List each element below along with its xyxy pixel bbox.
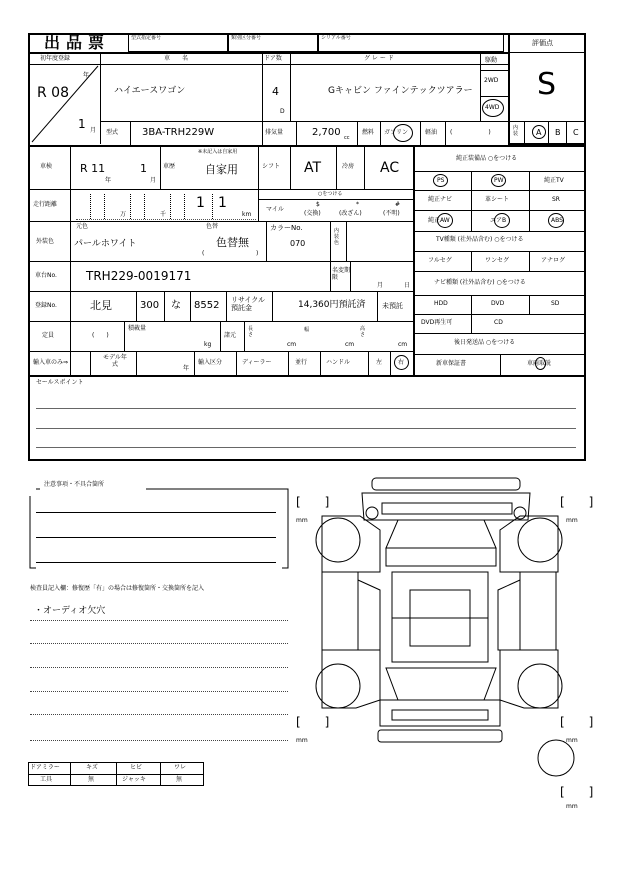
load-kg: kg [204,341,212,348]
mileage-sen: 千 [160,211,167,218]
color-no-label: カラーNo. [270,224,303,232]
original-color-label: 元色 [76,223,89,230]
mileage-tampered-txt: (改ざん) [339,210,362,217]
tv-type-title: TV種類 (社外品含む) ○をつける [436,236,524,243]
interior-a: A [536,128,542,137]
equipment-pw: PW [494,177,504,184]
tv-analog: アナログ [541,257,566,264]
dims-height-cm: cm [398,341,408,348]
fuel-paren: ( ) [450,129,491,136]
plate-number: 8552 [194,300,220,311]
equipment-ps: PS [437,177,445,184]
navi-dvd: DVD [491,300,505,307]
hyoka-value: S [537,67,557,102]
recycle-unpaid: 未預託 [382,302,403,310]
first-reg-value: R 08 [37,85,69,101]
model-year-unit: 年 [183,365,190,372]
navi-type-title: ナビ種類 (社外品含む) ○をつける [434,279,526,286]
fuel-label: 燃料 [362,129,375,136]
fuel-diesel: 軽油 [425,129,438,136]
interior-c: C [573,128,579,137]
mileage-digit1: 1 [196,195,205,211]
equipment-abs-circle [548,213,564,228]
import-class-label: 輸入区分 [198,359,223,366]
mileage-tampered-sym: * [356,201,359,208]
serial-label: シリアル番号 [321,35,351,41]
shaken-year-unit: 年 [105,177,112,184]
kata-label: 型式指定番号 [131,35,162,41]
color-change-value: 色替無 [216,236,249,249]
drive-4wd: 4WD [485,104,500,111]
ruibetsu-label: 類別区分番号 [231,35,262,41]
first-reg-label: 初年度登録 [40,55,71,62]
equipment-title: 純正装備品 ○をつける [456,155,518,162]
shaken-note: ※未記入は自家用 [198,149,238,155]
usage-value: 自家用 [205,163,238,176]
equipment-leather: 革シート [485,196,510,203]
shaken-month: 1 [140,162,147,175]
shaken-label: 車検 [40,163,53,170]
load-label: 積載量 [128,325,147,332]
legend-r3: ジャッキ [122,776,146,783]
mileage-km: km [242,211,252,218]
first-reg-year-unit: 年 [83,72,90,79]
mileage-mile: マイル [266,206,284,213]
handle-right-circle [394,355,409,370]
exterior-label: 外装色 [36,238,55,245]
capacity-paren: ( ) [92,332,109,339]
tire-mm-rl: mm [296,737,308,744]
car-name-value: ハイエースワゴン [114,86,186,96]
shaken-month-unit: 月 [150,177,157,184]
tire-mm-fl: mm [296,517,308,524]
grade-value: Gキャビン ファインテックツアラー [328,86,473,96]
mileage-exchange-txt: (交換) [304,210,321,217]
legend-h4: ワレ [174,764,187,771]
navi-dvd-play: DVD再生可 [421,319,453,326]
import-parallel: 並行 [295,359,308,366]
usage-label: 車歴 [163,163,176,170]
tire-mm-rr: mm [566,737,578,744]
legend-h2: キズ [86,764,98,771]
later-warranty: 新車保証書 [436,360,467,367]
mileage-label: 走行距離 [33,201,58,208]
equipment-tv: 純正TV [544,177,564,184]
first-reg-month: 1 [78,117,86,131]
name-change-month: 月 [377,282,384,289]
drive-2wd: 2WD [484,77,499,84]
hyoka-label: 評価点 [532,39,553,47]
navi-hdd: HDD [434,300,448,307]
equipment-pw-circle [491,174,506,187]
tire-bracket-rr: [ ] [560,715,594,729]
equipment-ps-circle [433,174,448,187]
handle-right: 右 [398,359,405,366]
first-reg-month-unit: 月 [90,127,97,134]
shift-value: AT [304,160,322,176]
handle-label: ハンドル [326,359,351,366]
import-dealer: ディーラー [242,359,272,366]
dims-length-cm: cm [287,341,297,348]
original-color-value: パールホワイト [74,239,137,249]
form-title: 出品票 [44,33,111,52]
legend-r1: 工具 [40,776,53,783]
interior-label: 内装 [513,125,519,137]
displacement-unit: cc [344,135,350,141]
import-label: 輸入車のみ⇒ [33,359,69,366]
chassis-label: 車台No. [35,272,57,279]
equipment-abs: ABS [551,217,563,224]
inspector-entry: ・オーディオ欠穴 [34,606,106,616]
legend-r2: 無 [88,776,95,783]
grade-label: グ レ ー ド [364,55,394,62]
legend-r4: 無 [176,776,183,783]
ac-value: AC [380,160,400,176]
capacity-label: 定員 [42,332,55,339]
handle-left: 左 [376,359,383,366]
equipment-sr: SR [552,196,560,203]
shift-label: シフト [262,163,281,170]
plate-label: 登録No. [35,302,57,309]
equipment-navi: 純正ナビ [428,196,453,203]
plate-kana: な [171,300,181,311]
legend-h3: ヒビ [130,764,143,771]
navi-sd: SD [551,300,560,307]
color-no-value: 070 [290,239,306,248]
color-change-label: 色替 [206,223,219,230]
drive-label: 駆動 [485,57,498,64]
mileage-digit2: 1 [218,195,227,211]
model-label: 型式 [106,129,119,136]
tire-bracket-fr: [ ] [560,495,594,509]
interior-a-circle [532,125,546,139]
doors-value: 4 [272,85,279,98]
equipment-aw-circle [437,213,453,228]
displacement-value: 2,700 [312,127,341,138]
color-paren: ( [202,250,205,257]
later-title: 後日発送品 ○をつける [454,339,516,346]
mileage-circle-note: ○をつける [318,191,343,197]
interior-b: B [555,128,561,137]
doors-d: D [280,108,285,115]
mileage-exchange-sym: $ [316,201,320,208]
later-manual: 車両取説 [527,360,552,367]
mileage-unknown-sym: # [395,201,401,208]
fuel-gas-circle [393,124,413,142]
equipment-airbag-circle [494,213,510,228]
drive-4wd-circle [482,99,504,117]
later-manual-circle [535,357,546,370]
dims-width: 幅 [304,327,310,333]
name-change-day: 日 [404,282,411,289]
recycle-label: リサイクル預託金 [231,296,266,313]
tire-mm-spare: mm [566,803,578,810]
tire-bracket-rl: [ ] [296,715,330,729]
dims-width-cm: cm [345,341,355,348]
dims-height: 高さ [360,326,366,338]
legend-h1: ドアミラー [30,764,60,771]
dims-length: 長さ [248,326,254,338]
plate-class: 300 [140,300,160,311]
mileage-unknown-txt: (不明) [383,210,400,217]
plate-area: 北見 [90,299,112,312]
model-year-label: モデル年式 [103,354,127,369]
displacement-label: 排気量 [265,129,284,136]
mileage-man: 万 [120,211,127,218]
recycle-value: 14,360円預託済 [298,300,366,310]
inspector-label: 検査員記入欄：修復歴「有」の場合は修復箇所・交換箇所を記入 [30,585,205,592]
car-diagram [0,0,1,1]
ac-label: 冷房 [342,163,355,170]
tire-bracket-spare: [ ] [560,785,594,799]
sales-point-label: セールスポイント [36,379,84,386]
name-change-label: 名変期限 [332,267,351,282]
model-value: 3BA-TRH229W [142,127,215,138]
shaken-value: R 11 [80,162,106,175]
interior-color-label: 内装色 [334,228,340,246]
tire-bracket-fl: [ ] [296,495,330,509]
fuel-gas: ガソリン [384,129,409,136]
doors-label: ドア数 [264,55,282,62]
tv-one: ワンセグ [485,257,510,264]
chassis-value: TRH229-0019171 [86,269,192,283]
tire-mm-fr: mm [566,517,578,524]
equipment-aw: 純正AW [428,217,450,224]
dims-label: 諸元 [224,332,237,339]
color-paren-close: ) [256,250,259,257]
equipment-airbag: エアB [490,217,507,224]
tv-full: フルセグ [428,257,452,264]
car-name-label: 車 名 [164,55,189,62]
navi-cd: CD [494,319,503,326]
notes-label: 注意事項・不具合箇所 [44,481,105,488]
